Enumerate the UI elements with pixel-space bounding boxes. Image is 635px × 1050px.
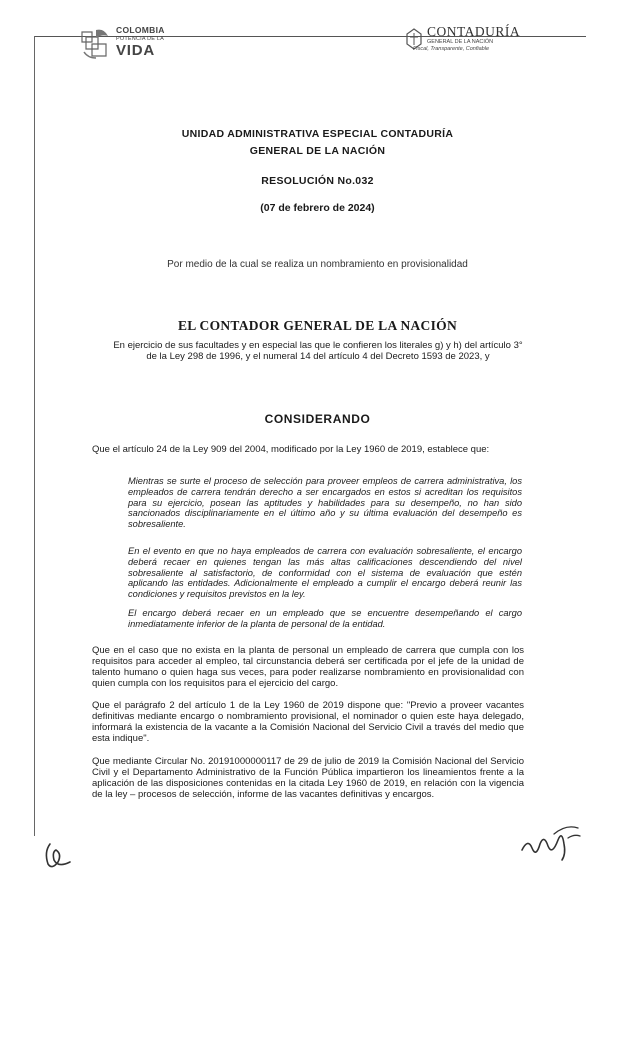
colombia-flag-mark-icon — [78, 26, 112, 60]
considering-paragraph-3: Que el parágrafo 2 del artículo 1 de la Ley 1960 de 2019 dispone que: "Previo a proveer vacantes definitivas mediante encargo o nombramiento provisional, el nominador o quien este haya delegado, informará la existencia de la vacante a la Comisión Nacional del Servicio Civil a través del medio que esta indique". — [92, 700, 524, 744]
handwritten-initial-left — [40, 838, 80, 874]
considering-heading: CONSIDERANDO — [264, 412, 371, 426]
entity-name-line2: GENERAL DE LA NACIÓN — [249, 145, 386, 157]
resolution-subject: Por medio de la cual se realiza un nombramiento en provisionalidad — [167, 259, 468, 270]
entity-name-line1: UNIDAD ADMINISTRATIVA ESPECIAL CONTADURÍA — [181, 128, 454, 140]
logo-vida-text: VIDA — [116, 42, 156, 59]
powers-paragraph: En ejercicio de sus facultades y en especial las que le confieren los literales g) y h) del artículo 3° de la Ley 298 de 1996, y el numeral 14 del artículo 4 del Decreto 1593 de 2023, y — [113, 340, 523, 362]
logo-slogan-text: Fiscal, Transparente, Confiable — [413, 46, 490, 52]
contaduria-logo — [405, 24, 525, 54]
quote-paragraph-2: En el evento en que no haya empleados de carrera con evaluación sobresaliente, el encargo deberá recaer en quienes tengan las más altas calificaciones descendiendo del nivel sobresaliente al satisfactorio, de conformidad con el sistema de evaluación que estén aplicando las entidades. Adicionalmente el empleado a cumplir el encargo deberá reunir las condiciones y requisitos previstos en la ley. — [128, 546, 522, 600]
handwritten-initial-right — [518, 820, 582, 864]
issuing-authority: EL CONTADOR GENERAL DE LA NACIÓN — [177, 318, 458, 333]
considering-paragraph-1: Que el artículo 24 de la Ley 909 del 2004, modificado por la Ley 1960 de 2019, establece que: — [92, 444, 490, 455]
colombia-potencia-vida-logo — [78, 22, 188, 62]
considering-paragraph-2: Que en el caso que no exista en la planta de personal un empleado de carrera que cumpla con los requisitos para acceder al empleo, tal circunstancia deberá ser certificada por el jefe de la unidad de talento humano o quien haga sus veces, para poder realizarse nombramiento en provisionalidad con quien cumpla con los requisitos para el ejercicio del cargo. — [92, 645, 524, 689]
logo-country-text: COLOMBIA — [116, 25, 165, 35]
quote-paragraph-3: El encargo deberá recaer en un empleado que se encuentre desempeñando el cargo inmediatamente inferior de la planta de personal de la entidad. — [128, 608, 522, 629]
logo-tagline-text: POTENCIA DE LA — [116, 36, 165, 42]
logo-contaduria-text: CONTADURÍA — [427, 24, 521, 39]
resolution-date: (07 de febrero de 2024) — [260, 202, 375, 214]
considering-paragraph-4: Que mediante Circular No. 20191000000117 de 29 de julio de 2019 la Comisión Nacional del Servicio Civil y el Departamento Administrativo de la Función Pública impartieron los lineamientos frente a la aplicación de las disposiciones contenidas en la citada Ley 1960 de 2019, en relación con la vigencia de la ley – procesos de selección, informe de las vacantes definitivas y encargos. — [92, 756, 524, 800]
logo-general-nacion-text: GENERAL DE LA NACIÓN — [427, 39, 494, 45]
quote-paragraph-1: Mientras se surte el proceso de selección para proveer empleos de carrera administrativa, los empleados de carrera tendrán derecho a ser encargados en estos si acreditan los requisitos para su ejercicio, posean las aptitudes y habilidades para su desempeño, no han sido sancionados disciplinariamente en el último año y su última evaluación del desempeño es sobresaliente. — [128, 476, 522, 530]
resolution-number: RESOLUCIÓN No.032 — [261, 175, 374, 187]
